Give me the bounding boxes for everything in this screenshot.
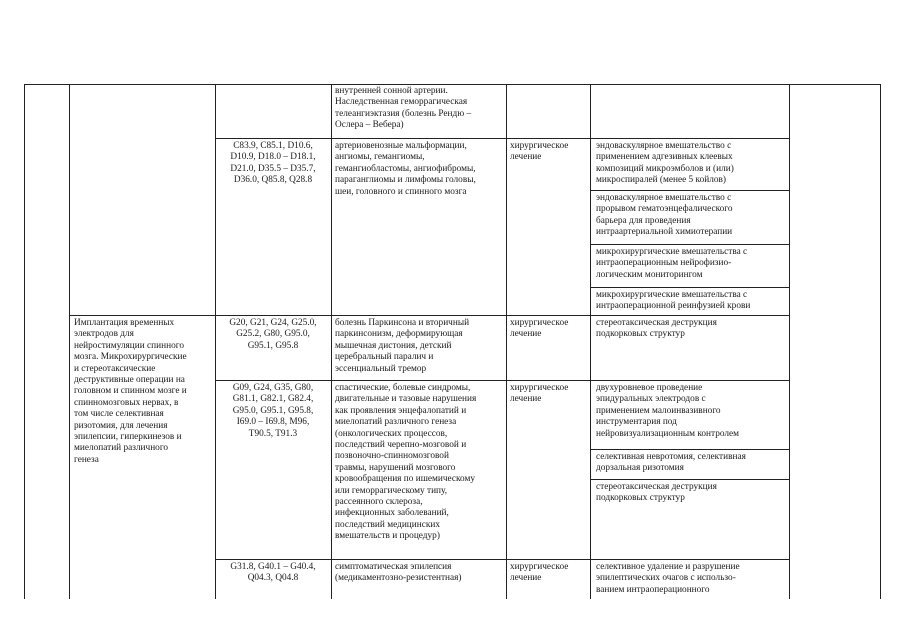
table-border	[590, 479, 790, 480]
method-cell: селективная невротомия, селективная дорзальная ризотомия	[596, 452, 746, 474]
table-border	[880, 84, 881, 599]
table-border	[789, 84, 790, 599]
table-border	[506, 84, 507, 599]
method-cell: двухуровневое проведение эпидуральных электродов с применением малоинвазивного инструментария под нейровизуализационным контролем	[596, 383, 740, 439]
table-border	[590, 449, 790, 450]
table-border	[215, 559, 790, 560]
table-border	[331, 84, 332, 599]
table-border	[69, 315, 790, 316]
treatment-type-cell: хирургическое лечение	[510, 318, 569, 340]
treatment-type-cell: хирургическое лечение	[510, 562, 569, 584]
treatment-type-cell: хирургическое лечение	[510, 141, 569, 163]
table-border	[215, 138, 790, 139]
treatment-type-cell: хирургическое лечение	[510, 383, 569, 405]
table-border	[215, 84, 216, 599]
icd-codes-cell: C83.9, C85.1, D10.6, D10.9, D18.0 – D18.1, D21.0, D35.5 – D35.7, D36.0, Q85.8, Q28.8	[230, 141, 316, 186]
icd-codes-cell: G09, G24, G35, G80, G81.1, G82.1, G82.4, G95.0, G95.1, G95.8, I69.0 – I69.8, M96, T90.5, T91.3	[232, 383, 314, 439]
table-border	[24, 84, 881, 85]
table-border	[69, 84, 70, 599]
table-border	[590, 84, 591, 599]
method-cell: микрохирургические вмешательства с интраоперационным нейрофизио- логическим мониторингом	[596, 247, 748, 280]
method-cell: селективное удаление и разрушение эпилептических очагов с использо- ванием интраоперационного	[596, 562, 740, 595]
diagnosis-cell: болезнь Паркинсона и вторичный паркинсонизм, деформирующая мышечная дистония, детский церебральный паралич и эссенциальный тремор	[335, 318, 470, 374]
table-border	[215, 380, 790, 381]
method-cell: стереотаксическая деструкция подкорковых структур	[596, 482, 717, 504]
diagnosis-cell: внутренней сонной артерии. Наследственная геморрагическая телеангиэктазия (болезнь Рендю – Ослера – Вебера)	[335, 86, 472, 131]
method-cell: стереотаксическая деструкция подкорковых структур	[596, 318, 717, 340]
icd-codes-cell: G20, G21, G24, G25.0, G25.2, G80, G95.0, G95.1, G95.8	[229, 318, 317, 351]
table-border	[24, 84, 25, 599]
care-type-name-cell: Имплантация временных электродов для нейростимуляции спинного мозга. Микрохирургические и стереотаксические деструктивные операции на головном и спинном мозге и спинномозговых нервах, в том числе селективная ризотомия, для лечения эпилепсии, гиперкинезов и миелопатий различного генеза	[74, 318, 187, 465]
icd-codes-cell: G31.8, G40.1 – G40.4, Q04.3, Q04.8	[230, 562, 316, 584]
method-cell: эндоваскулярное вмешательство с прорывом гематоэнцефалического барьера для проведения интраартериальной химиотерапии	[596, 193, 733, 238]
table-border	[590, 244, 790, 245]
diagnosis-cell: симптоматическая эпилепсия (медикаментозно-резистентная)	[335, 562, 462, 584]
method-cell: эндоваскулярное вмешательство с применением адгезивных клеевых композиций микроэмболов и (или) микроспиралей (менее 5 койлов)	[596, 141, 734, 186]
diagnosis-cell: артериовенозные мальформации, ангиомы, гемангиомы, гемангиобластомы, ангиофибромы, параганглиомы и лимфомы головы, шеи, головного и спинного мозга	[335, 141, 476, 197]
diagnosis-cell: спастические, болевые синдромы, двигательные и тазовые нарушения как проявления энцефалопатий и миелопатий различного генеза (онкологических процессов, последствий черепно-мозговой и позвоночно-спинномозговой травмы, нарушений мозгового кровообращения по ишемическому или геморрагическому типу, рассеянного склероза, инфекционных заболеваний, последствий медицинских вмешательств и процедур)	[335, 383, 477, 542]
table-border	[590, 190, 790, 191]
table-border	[590, 287, 790, 288]
method-cell: микрохирургические вмешательства с интраоперационной реинфузией крови	[596, 290, 751, 312]
